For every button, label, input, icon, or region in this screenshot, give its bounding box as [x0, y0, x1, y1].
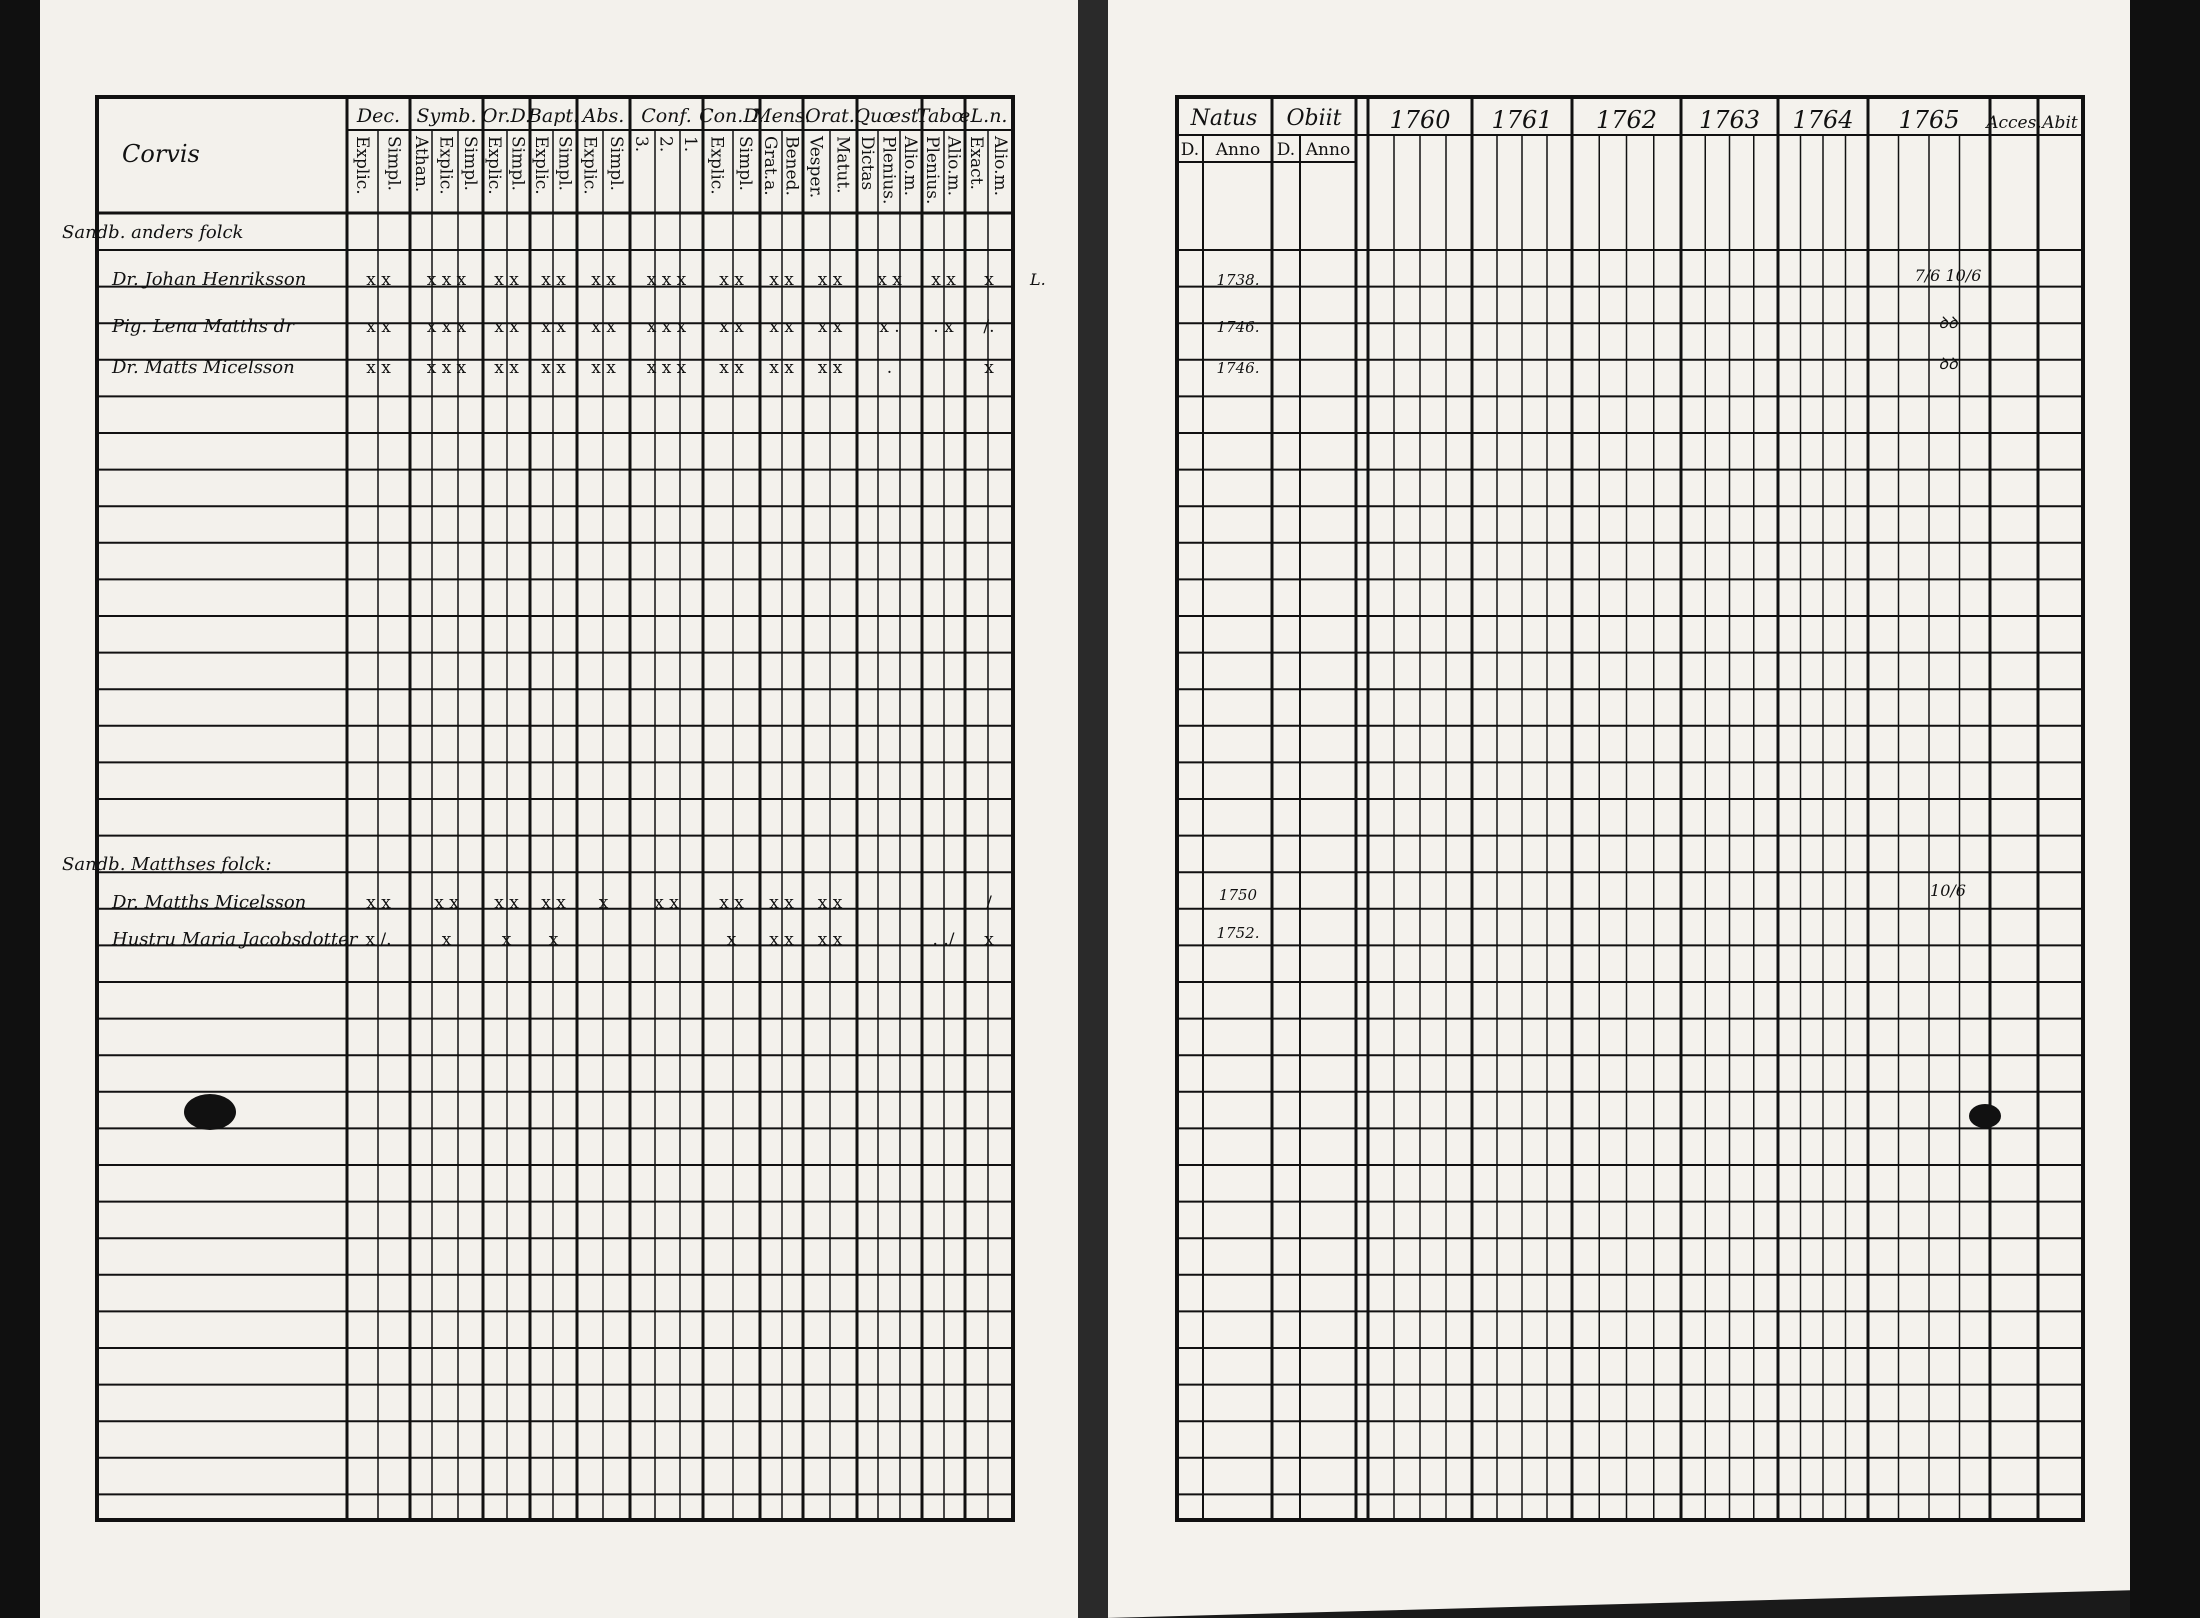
sub-column-header: Explic. — [706, 136, 727, 195]
row-name: Sandb. Matthses folck: — [62, 854, 272, 875]
row-mark: x x — [494, 893, 519, 913]
sub-column-header: Simpl. — [605, 136, 626, 191]
row-mark: /. — [983, 317, 995, 337]
sub-column-header: Plenius. — [878, 136, 899, 205]
sub-column-header: Simpl. — [507, 136, 528, 191]
sub-column-header: Simpl. — [459, 136, 480, 191]
row-mark: x x — [769, 358, 794, 378]
left-edge — [0, 0, 40, 1618]
row-mark: x /. — [365, 930, 392, 950]
right-page — [1100, 0, 2140, 1618]
row-name: Hustru Maria Jacobsdotter — [112, 929, 358, 950]
row-mark: x x — [719, 317, 744, 337]
row-mark: x x x — [646, 358, 687, 378]
row-mark: x x — [541, 270, 566, 290]
birth-year: 1750 — [1218, 886, 1258, 904]
book-gutter — [1078, 0, 1108, 1618]
sub-column-header: Simpl. — [734, 136, 755, 191]
column-header: Tabœ — [916, 105, 971, 127]
birth-year: 1752. — [1216, 924, 1260, 942]
year-entry: 10/6 — [1930, 881, 1966, 900]
sub-column-header: Grat.a. — [759, 136, 780, 196]
sub-column-header: Alio.m. — [943, 136, 964, 197]
ink-blot — [1969, 1104, 2001, 1128]
column-header: Obiit — [1286, 106, 1342, 131]
year-entry: 7/6 10/6 — [1914, 266, 1982, 285]
column-header: Symb. — [416, 105, 477, 127]
row-mark: x x — [591, 358, 616, 378]
sub-column-header: Explic. — [351, 136, 372, 195]
year-header: 1763 — [1698, 106, 1761, 134]
row-mark: x x — [931, 270, 956, 290]
row-mark: x x — [817, 358, 843, 378]
sub-column-header: Plenius. — [921, 136, 942, 205]
column-header: Conf. — [641, 105, 692, 127]
row-mark: x x — [769, 930, 794, 950]
row-mark: x x — [494, 270, 519, 290]
row-mark: . — [886, 358, 893, 378]
row-mark: x x — [769, 317, 794, 337]
row-mark: x x — [591, 317, 616, 337]
sub-column-header: Explic. — [435, 136, 456, 195]
sub-column-header: Anno — [1305, 140, 1351, 160]
sub-column-header: Explic. — [579, 136, 600, 195]
sub-column-header: Simpl. — [383, 136, 404, 191]
column-header: Orat. — [805, 105, 855, 127]
row-mark: x x — [877, 270, 902, 290]
row-name: Dr. Matts Micelsson — [112, 357, 295, 378]
sub-column-header: Alio.m. — [990, 136, 1010, 197]
row-mark: x x x — [646, 317, 687, 337]
row-mark: x x — [719, 358, 744, 378]
row-mark: x — [548, 930, 559, 950]
sub-column-header: Explic. — [530, 136, 551, 195]
row-mark: / — [986, 893, 992, 913]
year-header: 1762 — [1595, 106, 1658, 134]
row-mark: x — [501, 930, 512, 950]
year-header: 1761 — [1491, 106, 1553, 134]
row-mark: x x — [366, 358, 391, 378]
column-header: Quœst. — [854, 105, 925, 127]
sub-column-header: Simpl. — [554, 136, 575, 191]
sub-column-header: Explic. — [483, 136, 504, 195]
row-mark: x — [984, 358, 994, 378]
row-mark: x — [984, 930, 994, 950]
column-header: Con.D. — [699, 105, 764, 127]
row-mark: . ./ — [932, 930, 955, 950]
row-mark: . x — [933, 317, 954, 337]
row-mark: x x — [817, 270, 843, 290]
row-mark: x x — [817, 893, 843, 913]
year-entry: ꝺꝺ — [1938, 354, 1958, 373]
row-name: Dr. Matths Micelsson — [112, 892, 307, 913]
row-mark: x x x — [646, 270, 687, 290]
row-mark: x x — [494, 358, 519, 378]
column-header: Abit — [2042, 113, 2078, 133]
row-mark: x — [598, 893, 609, 913]
sub-column-header: 3. — [631, 136, 652, 153]
row-mark: x x — [366, 893, 391, 913]
column-header: Dec. — [356, 105, 401, 127]
sub-column-header: Vesper. — [805, 136, 826, 199]
sub-column-header: D. — [1180, 140, 1200, 160]
row-mark: x x — [494, 317, 519, 337]
year-header: 1760 — [1389, 106, 1451, 134]
sub-column-header: 2. — [655, 136, 676, 153]
column-header: Mens. — [752, 105, 811, 127]
row-mark: x — [984, 270, 994, 290]
sub-column-header: Bened. — [781, 136, 802, 196]
row-mark: x x x — [426, 270, 467, 290]
row-mark: x x — [366, 317, 391, 337]
year-header: 1764 — [1792, 106, 1854, 134]
row-mark: x x — [817, 317, 843, 337]
margin-note: L. — [1030, 270, 1046, 289]
birth-year: 1746. — [1216, 318, 1260, 336]
column-header: Natus — [1190, 106, 1258, 131]
row-mark: x — [726, 930, 737, 950]
sub-column-header: Athan. — [411, 136, 432, 193]
row-mark: x x — [769, 893, 794, 913]
row-mark: x x — [366, 270, 391, 290]
column-header: Or.D. — [481, 105, 532, 127]
row-mark: x x x — [426, 358, 467, 378]
right-edge — [2130, 0, 2200, 1618]
sub-column-header: 1. — [679, 136, 700, 153]
row-mark: x x — [541, 317, 566, 337]
year-header: 1765 — [1898, 106, 1960, 134]
sub-column-header: Alio.m. — [900, 136, 921, 197]
sub-column-header: Exact. — [966, 136, 986, 190]
row-mark: x x — [817, 930, 843, 950]
row-mark: x x — [719, 893, 744, 913]
birth-year: 1738. — [1216, 271, 1260, 289]
register-title: Corvis — [122, 140, 200, 168]
sub-column-header: Anno — [1215, 140, 1261, 160]
row-mark: x — [441, 930, 452, 950]
row-mark: x . — [879, 317, 900, 337]
row-name: Sandb. anders folck — [62, 222, 244, 243]
row-mark: x x — [719, 270, 744, 290]
column-header: Acces. — [1986, 113, 2042, 133]
row-mark: x x — [541, 893, 566, 913]
birth-year: 1746. — [1216, 359, 1260, 377]
row-name: Dr. Johan Henriksson — [112, 269, 307, 290]
sub-column-header: Dictas — [856, 136, 877, 191]
column-header: Bapt. — [527, 105, 580, 127]
row-mark: x x — [769, 270, 794, 290]
row-mark: x x — [434, 893, 459, 913]
column-header: Abs. — [582, 105, 625, 127]
row-name: Pig. Lena Matths dr — [112, 316, 294, 337]
row-mark: x x — [591, 270, 616, 290]
sub-column-header: Matut. — [832, 136, 853, 194]
row-mark: x x — [541, 358, 566, 378]
sub-column-header: D. — [1276, 140, 1296, 160]
column-header: L.n. — [970, 105, 1008, 127]
row-mark: x x — [654, 893, 679, 913]
year-entry: ꝺꝺ — [1938, 313, 1958, 332]
ink-blot — [184, 1094, 236, 1130]
row-mark: x x x — [426, 317, 467, 337]
